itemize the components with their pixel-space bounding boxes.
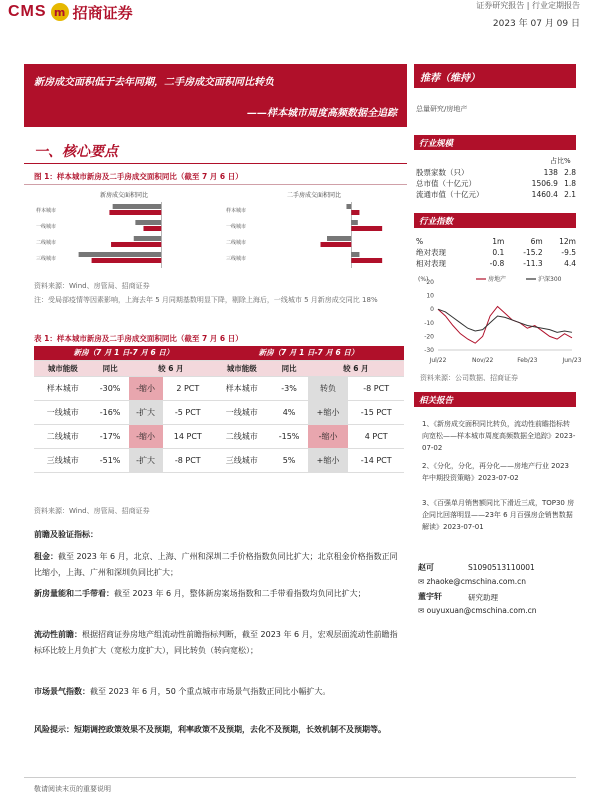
trend-cell: -扩大 — [129, 400, 163, 424]
title-banner — [24, 64, 407, 127]
table-row — [416, 189, 576, 200]
category-label: 三线城市 — [36, 256, 57, 262]
pct-cell: -5 PCT — [163, 400, 213, 424]
category-label: 三线城市 — [226, 256, 247, 262]
pct-cell: 2 PCT — [163, 376, 213, 400]
logo-text: CMS — [8, 3, 47, 20]
trend-cell: +缩小 — [308, 400, 349, 424]
city-cell: 三线城市 — [34, 448, 92, 472]
row-label: 股票家数（只） — [416, 168, 469, 177]
report-type: 证券研究报告 | 行业定期报告 — [476, 1, 580, 10]
email-text: ouyuxuan@cmschina.com.cn — [426, 606, 537, 615]
analyst-role: 研究助理 — [468, 593, 498, 602]
yoy-cell: -15% — [271, 424, 308, 448]
share-col: 占比% — [550, 157, 571, 165]
figure1-svg — [34, 188, 404, 278]
pct-cell: 14 PCT — [163, 424, 213, 448]
yoy-cell: 4% — [271, 400, 308, 424]
related-item[interactable]: 3、《百强单月销售额同比下滑近三成，TOP30 房企同比回落明显——23年 6 月百强房企销售数据解读》2023-07-01 — [422, 499, 575, 531]
bar — [321, 242, 352, 247]
city-cell: 样本城市 — [213, 376, 270, 400]
mail-icon: ✉ — [418, 606, 427, 615]
col-city: 城市能级 — [213, 360, 270, 376]
yoy-cell: -51% — [92, 448, 129, 472]
industry-scale-title: 行业规模 — [414, 135, 576, 150]
index-source: 资料来源：公司数据、招商证券 — [420, 374, 518, 382]
table-row — [416, 167, 576, 178]
trend-cell: -缩小 — [308, 424, 349, 448]
x-tick: Nov/22 — [471, 357, 494, 364]
row-value: 1460.4 — [531, 190, 558, 199]
yoy-cell: -16% — [92, 400, 129, 424]
group-new: 新房（7 月 1 日-7 月 6 日） — [34, 346, 213, 360]
y-tick: 20 — [426, 279, 434, 286]
bar — [351, 210, 359, 215]
para-text: 截至 2023 年 6 月，北京、上海、广州和深圳二手价格指数负同比扩大；北京租金价格指数正同比缩小，上海、广州和深圳负同比扩大； — [34, 552, 398, 577]
pct-cell: -14 PCT — [348, 448, 404, 472]
logo-emblem-icon: m — [51, 3, 69, 21]
y-unit: (%) — [418, 276, 429, 283]
category-label: 一线城市 — [36, 224, 57, 230]
x-tick: Jun/23 — [562, 357, 582, 364]
cms-logo — [8, 2, 133, 22]
header-meta — [476, 0, 580, 29]
bar — [111, 242, 161, 247]
rating-banner: 推荐（维持） — [414, 64, 576, 88]
para-text: 根据招商证券房地产组流动性前瞻指标判断，截至 2023 年 6 月，宏观层面流动性前瞻指标环比较上月负扩大（宽松力度扩大），同比转负（转向宽松）； — [34, 630, 398, 655]
logo-cn: 招商证券 — [72, 3, 133, 22]
row-value: -0.8 — [489, 259, 505, 268]
y-tick: -30 — [424, 347, 434, 354]
group-old: 新房（7 月 1 日-7 月 6 日） — [213, 346, 404, 360]
pct-cell: -15 PCT — [348, 400, 404, 424]
city-cell: 一线城市 — [213, 400, 270, 424]
legend-label: 沪深300 — [538, 276, 562, 283]
row-label: 绝对表现 — [416, 248, 446, 257]
figure1-chart — [34, 188, 404, 278]
yoy-cell: 5% — [271, 448, 308, 472]
category-label: 一线城市 — [226, 224, 247, 230]
row-share: 1.8 — [564, 179, 576, 188]
table-row — [34, 448, 404, 472]
col-yoy: 同比 — [271, 360, 308, 376]
index-chart — [416, 274, 582, 366]
analyst-id: S1090513110001 — [468, 563, 535, 572]
bar — [92, 258, 162, 263]
figure-title: 图 1：样本城市新房及二手房成交面积同比（截至 7 月 6 日） — [34, 172, 243, 181]
page-header — [0, 0, 600, 40]
y-tick: 0 — [430, 306, 434, 314]
bar — [327, 236, 351, 241]
bar — [113, 204, 162, 209]
pct-cell: 4 PCT — [348, 424, 404, 448]
city-cell: 二线城市 — [213, 424, 270, 448]
table-row — [34, 376, 404, 400]
report-subtitle: ——样本城市周度高频数据全追踪 — [247, 108, 397, 119]
row-value: -15.2 — [523, 248, 543, 257]
para-volume — [34, 586, 404, 602]
category-label: 样本城市 — [36, 208, 57, 214]
city-cell: 样本城市 — [34, 376, 92, 400]
x-tick: Jul/22 — [429, 357, 447, 364]
trend-cell: 转负 — [308, 376, 349, 400]
bar — [346, 204, 351, 209]
bar — [351, 220, 357, 225]
table-row — [416, 258, 576, 269]
para-label: 流动性前瞻： — [34, 630, 82, 639]
row-label: 相对表现 — [416, 259, 446, 268]
para-sentiment — [34, 684, 404, 700]
bar — [351, 226, 382, 231]
header-cell: 12m — [559, 237, 576, 246]
legend-label: 房地产 — [488, 276, 507, 283]
related-title: 相关报告 — [414, 392, 576, 407]
series-line — [438, 306, 572, 343]
table-row — [416, 178, 576, 189]
yoy-cell: -3% — [271, 376, 308, 400]
divider — [24, 184, 407, 185]
para-text: 截至 2023 年 6 月，50 个重点城市市场景气指数正同比小幅扩大。 — [90, 687, 331, 696]
category-label: 二线城市 — [36, 240, 57, 246]
row-label: 总市值（十亿元） — [416, 179, 476, 188]
city-cell: 一线城市 — [34, 400, 92, 424]
figure-source: 资料来源：Wind、房管局、招商证券 — [34, 282, 150, 290]
table-row — [416, 247, 576, 258]
para-label: 市场景气指数： — [34, 687, 90, 696]
figure-note: 注：受局部疫情等因素影响，上海去年 5 月同期基数明显下降，剔除上海后，一线城市 5 月新房成交同比 18% — [34, 296, 378, 304]
divider — [24, 163, 407, 164]
table-row — [34, 400, 404, 424]
para-text: 截至 2023 年 6 月，整体新房案场指数和二手带看指数均负同比扩大； — [114, 589, 366, 598]
report-date: 2023 年 07 月 09 日 — [492, 19, 580, 29]
bar — [135, 220, 161, 225]
header-cell: 6m — [530, 237, 543, 246]
yoy-cell: -17% — [92, 424, 129, 448]
row-share: 2.8 — [564, 168, 576, 177]
row-value: 4.4 — [564, 259, 576, 268]
y-tick: 10 — [426, 292, 434, 300]
row-value: 138 — [543, 168, 558, 177]
rating-sub: 总量研究/房地产 — [416, 105, 468, 113]
row-value: -11.3 — [523, 259, 543, 268]
y-tick: -20 — [424, 333, 434, 341]
bar — [351, 258, 382, 263]
table-header — [416, 236, 576, 247]
table-title: 表 1：样本城市新房及二手房成交面积同比（截至 7 月 6 日） — [34, 334, 243, 343]
col-vs: 较 6 月 — [308, 360, 404, 376]
indicator-heading: 前瞻及验证指标： — [34, 530, 98, 539]
para-liquidity — [34, 627, 404, 659]
category-label: 二线城市 — [226, 240, 247, 246]
para-label: 租金： — [34, 552, 58, 561]
analyst-name: 董宇轩 — [418, 592, 442, 601]
table-source: 资料来源：Wind、房管局、招商证券 — [34, 507, 150, 515]
analyst-email[interactable] — [418, 577, 526, 586]
col-vs: 较 6 月 — [129, 360, 213, 376]
city-cell: 二线城市 — [34, 424, 92, 448]
row-value: 1506.9 — [531, 179, 558, 188]
data-table — [34, 346, 404, 473]
risk-warning: 风险提示：短期调控政策效果不及预期，利率政策不及预期，去化不及预期，长效机制不及预期等。 — [34, 725, 386, 734]
pct-cell: -8 PCT — [348, 376, 404, 400]
row-value: 0.1 — [492, 248, 505, 257]
header-cell: % — [416, 237, 424, 246]
divider — [24, 777, 576, 778]
trend-cell: -缩小 — [129, 424, 163, 448]
trend-cell: +缩小 — [308, 448, 349, 472]
panel-title: 二手房成交面积同比 — [286, 192, 342, 199]
table-row — [34, 424, 404, 448]
industry-table — [416, 167, 576, 200]
email-text: zhaoke@cmschina.com.cn — [426, 577, 527, 586]
row-label: 流通市值（十亿元） — [416, 190, 484, 199]
bar — [143, 226, 161, 231]
report-title: 新房成交面积低于去年同期，二手房成交面积同比转负 — [34, 77, 274, 88]
bar — [351, 252, 359, 257]
col-city: 城市能级 — [34, 360, 92, 376]
bar — [134, 236, 162, 241]
mail-icon: ✉ — [418, 577, 427, 586]
row-share: 2.1 — [564, 190, 576, 199]
related-item[interactable]: 2、《分化，分化，再分化——房地产行业 2023 年中期投资策略》2023-07-02 — [422, 462, 569, 482]
analyst-name: 赵可 — [418, 563, 434, 572]
panel-title: 新房成交面积同比 — [99, 192, 149, 199]
row-value: -9.5 — [561, 248, 576, 257]
pct-cell: -8 PCT — [163, 448, 213, 472]
para-rent — [34, 549, 404, 581]
para-label: 新房量能和二手带看： — [34, 589, 114, 598]
city-cell: 三线城市 — [213, 448, 270, 472]
related-item[interactable]: 1、《新房成交面积同比转负，流动性前瞻指标转向宽松——样本城市周度高频数据全追踪》2023-07-02 — [422, 420, 576, 452]
bar — [109, 210, 161, 215]
section-title: 一、核心要点 — [34, 144, 118, 160]
yoy-cell: -30% — [92, 376, 129, 400]
y-tick: -10 — [424, 319, 434, 327]
x-tick: Feb/23 — [517, 357, 538, 364]
footer: 敬请阅读末页的重要说明 — [34, 785, 111, 793]
header-cell: 1m — [492, 237, 505, 246]
industry-index-title: 行业指数 — [414, 213, 576, 228]
trend-cell: -缩小 — [129, 376, 163, 400]
analyst-email[interactable] — [418, 606, 537, 615]
trend-cell: -扩大 — [129, 448, 163, 472]
col-yoy: 同比 — [92, 360, 129, 376]
category-label: 样本城市 — [226, 208, 247, 214]
index-table — [416, 236, 576, 269]
bar — [79, 252, 162, 257]
